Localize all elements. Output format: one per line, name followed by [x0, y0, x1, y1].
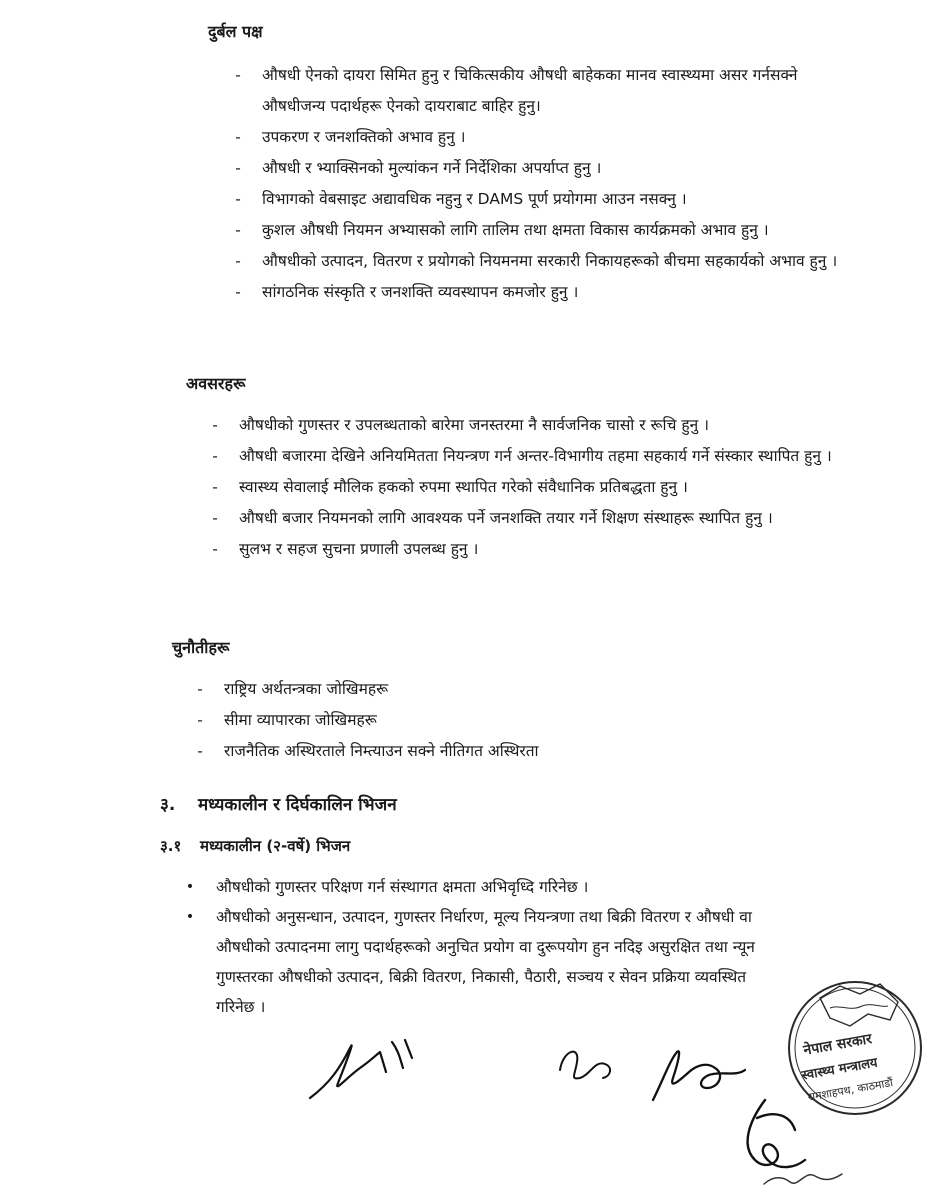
- weaknesses-list: [228, 60, 843, 308]
- list-item-text: विभागको वेबसाइट अद्यावधिक नहुनु र DAMS पूर्ण प्रयोगमा आउन नसक्नु ।: [262, 190, 687, 208]
- dash-mark: -: [235, 66, 241, 84]
- list-item: [228, 60, 843, 122]
- dash-mark: -: [235, 283, 241, 301]
- dash-mark: -: [235, 252, 241, 270]
- list-item-text: औषधीको गुणस्तर र उपलब्धताको बारेमा जनस्तरमा नै सार्वजनिक चासो र रूचि हुनु ।: [239, 416, 709, 434]
- list-item: [228, 215, 843, 246]
- list-item-text: कुशल औषधी नियमन अभ्यासको लागि तालिम तथा क्षमता विकास कार्यक्रमको अभाव हुनु ।: [262, 221, 769, 239]
- list-item-text: औषधी बजारमा देखिने अनियमितता नियन्त्रण गर्न अन्तर-विभागीय तहमा सहकार्य गर्ने संस्कार स्थापित हुनु ।: [239, 447, 832, 465]
- stamp-line-2: स्वास्थ्य मन्त्रालय: [800, 1055, 879, 1084]
- list-item-text: राष्ट्रिय अर्थतन्त्रका जोखिमहरू: [224, 680, 389, 698]
- list-item-text: स्वास्थ्य सेवालाई मौलिक हकको रुपमा स्थापित गरेको संवैधानिक प्रतिबद्धता हुनु ।: [239, 478, 688, 496]
- list-item-text: सांगठनिक संस्कृति र जनशक्ति व्यवस्थापन कमजोर हुनु ।: [262, 283, 579, 301]
- dash-mark: -: [212, 447, 218, 465]
- list-item-text: औषधी र भ्याक्सिनको मुल्यांकन गर्ने निर्देशिका अपर्याप्त हुनु ।: [262, 159, 602, 177]
- dash-mark: -: [212, 416, 218, 434]
- list-item-text: औषधी ऐनको दायरा सिमित हुनु र चिकित्सकीय औषधी बाहेकका मानव स्वास्थ्यमा असर गर्नसक्ने औषधीजन्य पदार्थहरू ऐनको दायराबाट बाहिर हुनु।: [262, 66, 798, 115]
- list-item-text: राजनैतिक अस्थिरताले निम्त्याउन सक्ने नीतिगत अस्थिरता: [224, 742, 539, 760]
- list-item: [228, 246, 843, 277]
- list-item: [205, 410, 840, 441]
- list-item: [205, 534, 840, 565]
- dash-mark: -: [197, 680, 203, 698]
- stamp-line-1: नेपाल सरकार: [802, 1031, 874, 1059]
- dash-mark: -: [235, 190, 241, 208]
- list-item: [228, 277, 843, 308]
- opportunities-heading: अवसरहरू: [186, 374, 246, 393]
- dash-mark: -: [235, 128, 241, 146]
- stamp-line-3: रामशाहपथ, काठमाडौं: [806, 1076, 894, 1104]
- signature-5: [760, 1160, 850, 1195]
- list-item: [228, 153, 843, 184]
- dash-mark: -: [235, 159, 241, 177]
- list-item-text: उपकरण र जनशक्तिको अभाव हुनु ।: [262, 128, 466, 146]
- dash-mark: -: [212, 509, 218, 527]
- dash-mark: -: [197, 742, 203, 760]
- list-item: [176, 902, 776, 1022]
- dash-mark: -: [235, 221, 241, 239]
- section-number: ३.: [160, 795, 176, 815]
- list-item-text: औषधी बजार नियमनको लागि आवश्यक पर्ने जनशक्ति तयार गर्ने शिक्षण संस्थाहरू स्थापित हुनु ।: [239, 509, 773, 527]
- signature-1: [300, 1028, 430, 1108]
- bullet-mark: •: [185, 879, 195, 895]
- dash-mark: -: [212, 478, 218, 496]
- list-item: [176, 872, 776, 902]
- opportunities-list: [205, 410, 840, 565]
- dash-mark: -: [197, 711, 203, 729]
- list-item-text: औषधीको गुणस्तर परिक्षण गर्न संस्थागत क्षमता अभिवृध्दि गरिनेछ ।: [216, 878, 589, 896]
- subsection-number: ३.१: [160, 837, 182, 855]
- list-item: [190, 674, 840, 705]
- official-stamp: [780, 968, 930, 1128]
- bullet-mark: •: [185, 909, 195, 925]
- list-item: [190, 736, 840, 767]
- dash-mark: -: [212, 540, 218, 558]
- weaknesses-heading: दुर्बल पक्ष: [208, 22, 263, 41]
- signature-2: [555, 1040, 625, 1090]
- challenges-heading: चुनौतीहरू: [172, 638, 230, 657]
- list-item: [205, 503, 840, 534]
- section-title: मध्यकालीन र दिर्घकालिन भिजन: [198, 795, 397, 815]
- list-item: [205, 472, 840, 503]
- list-item: [228, 184, 843, 215]
- list-item-text: सीमा व्यापारका जोखिमहरू: [224, 711, 377, 729]
- list-item: [205, 441, 840, 472]
- list-item-text: औषधीको अनुसन्धान, उत्पादन, गुणस्तर निर्धारण, मूल्य नियन्त्रणा तथा बिक्री वितरण र औषधी वा औषधीको उत्पादनमा लागु पदार्थहरूको अनुचित प्रयोग वा दुरूपयोग हुन नदिइ असुरक्षित तथा न्यून गुणस्तरका औषधीको उत्पादन, बिक्री वितरण, निकासी, पैठारी, सञ्चय र सेवन प्रक्रिया व्यवस्थित गरिनेछ ।: [216, 908, 755, 1016]
- list-item-text: सुलभ र सहज सुचना प्रणाली उपलब्ध हुनु ।: [239, 540, 479, 558]
- list-item: [228, 122, 843, 153]
- challenges-list: [190, 674, 840, 767]
- vision-list: [176, 872, 776, 1022]
- list-item: [190, 705, 840, 736]
- list-item-text: औषधीको उत्पादन, वितरण र प्रयोगको नियमनमा सरकारी निकायहरूको बीचमा सहकार्यको अभाव हुनु ।: [262, 252, 838, 270]
- subsection-title: मध्यकालीन (२-वर्षे) भिजन: [200, 837, 351, 855]
